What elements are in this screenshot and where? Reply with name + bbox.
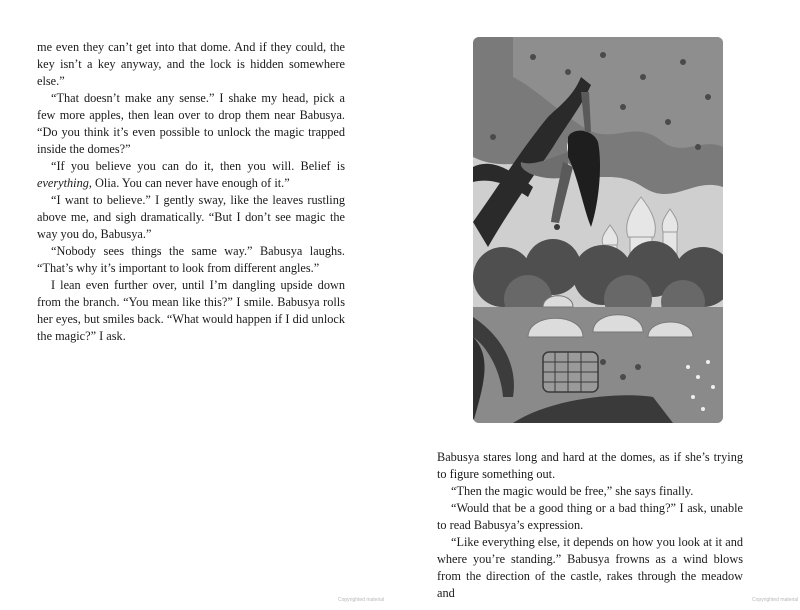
- italic-emphasis: everything: [37, 176, 89, 190]
- paragraph: [37, 158, 345, 192]
- paragraph: “I want to believe.” I gently sway, like the leaves rustling above me, and sigh dramatically. “But I don’t see magic the way you do, Babusya.”: [37, 193, 345, 241]
- paragraph-text: “If you believe you can do it, then you will. Belief is: [51, 159, 345, 173]
- paragraph: Babusya stares long and hard at the domes, as if she’s trying to figure something out.: [437, 450, 743, 481]
- basket: [543, 352, 598, 392]
- paragraph: I lean even further over, until I’m dangling upside down from the branch. “You mean like this?” I smile. Babusya rolls her eyes, but smiles back. “What would happen if I did unlock the magic?” I ask.: [37, 278, 345, 343]
- paragraph: “Then the magic would be free,” she says finally.: [451, 484, 694, 498]
- copyright-footer: Copyrighted material: [752, 597, 799, 603]
- paragraph-text: , Olia. You can never have enough of it.”: [88, 176, 290, 190]
- illustration-girl-in-tree: [473, 37, 723, 423]
- paragraph: “That doesn’t make any sense.” I shake my head, pick a few more apples, then lean over to drop them near Babusya. “Do you think it’s even possible to unlock the magic trapped inside the domes?”: [37, 91, 345, 156]
- right-page-text: [437, 449, 743, 602]
- left-page-text: [37, 39, 345, 345]
- paragraph: me even they can’t get into that dome. And if they could, the key isn’t a key anyway, and the lock is hidden somewhere else.”: [37, 40, 345, 88]
- paragraph: “Would that be a good thing or a bad thing?” I ask, unable to read Babusya’s expression.: [437, 501, 743, 532]
- paragraph: “Like everything else, it depends on how you look at it and where you’re standing.” Babusya frowns as a wind blows from the direction of the castle, rakes through the meadow and: [437, 535, 743, 600]
- paragraph: “Nobody sees things the same way.” Babusya laughs. “That’s why it’s important to look from different angles.”: [37, 244, 345, 275]
- copyright-footer: Copyrighted material: [338, 597, 385, 603]
